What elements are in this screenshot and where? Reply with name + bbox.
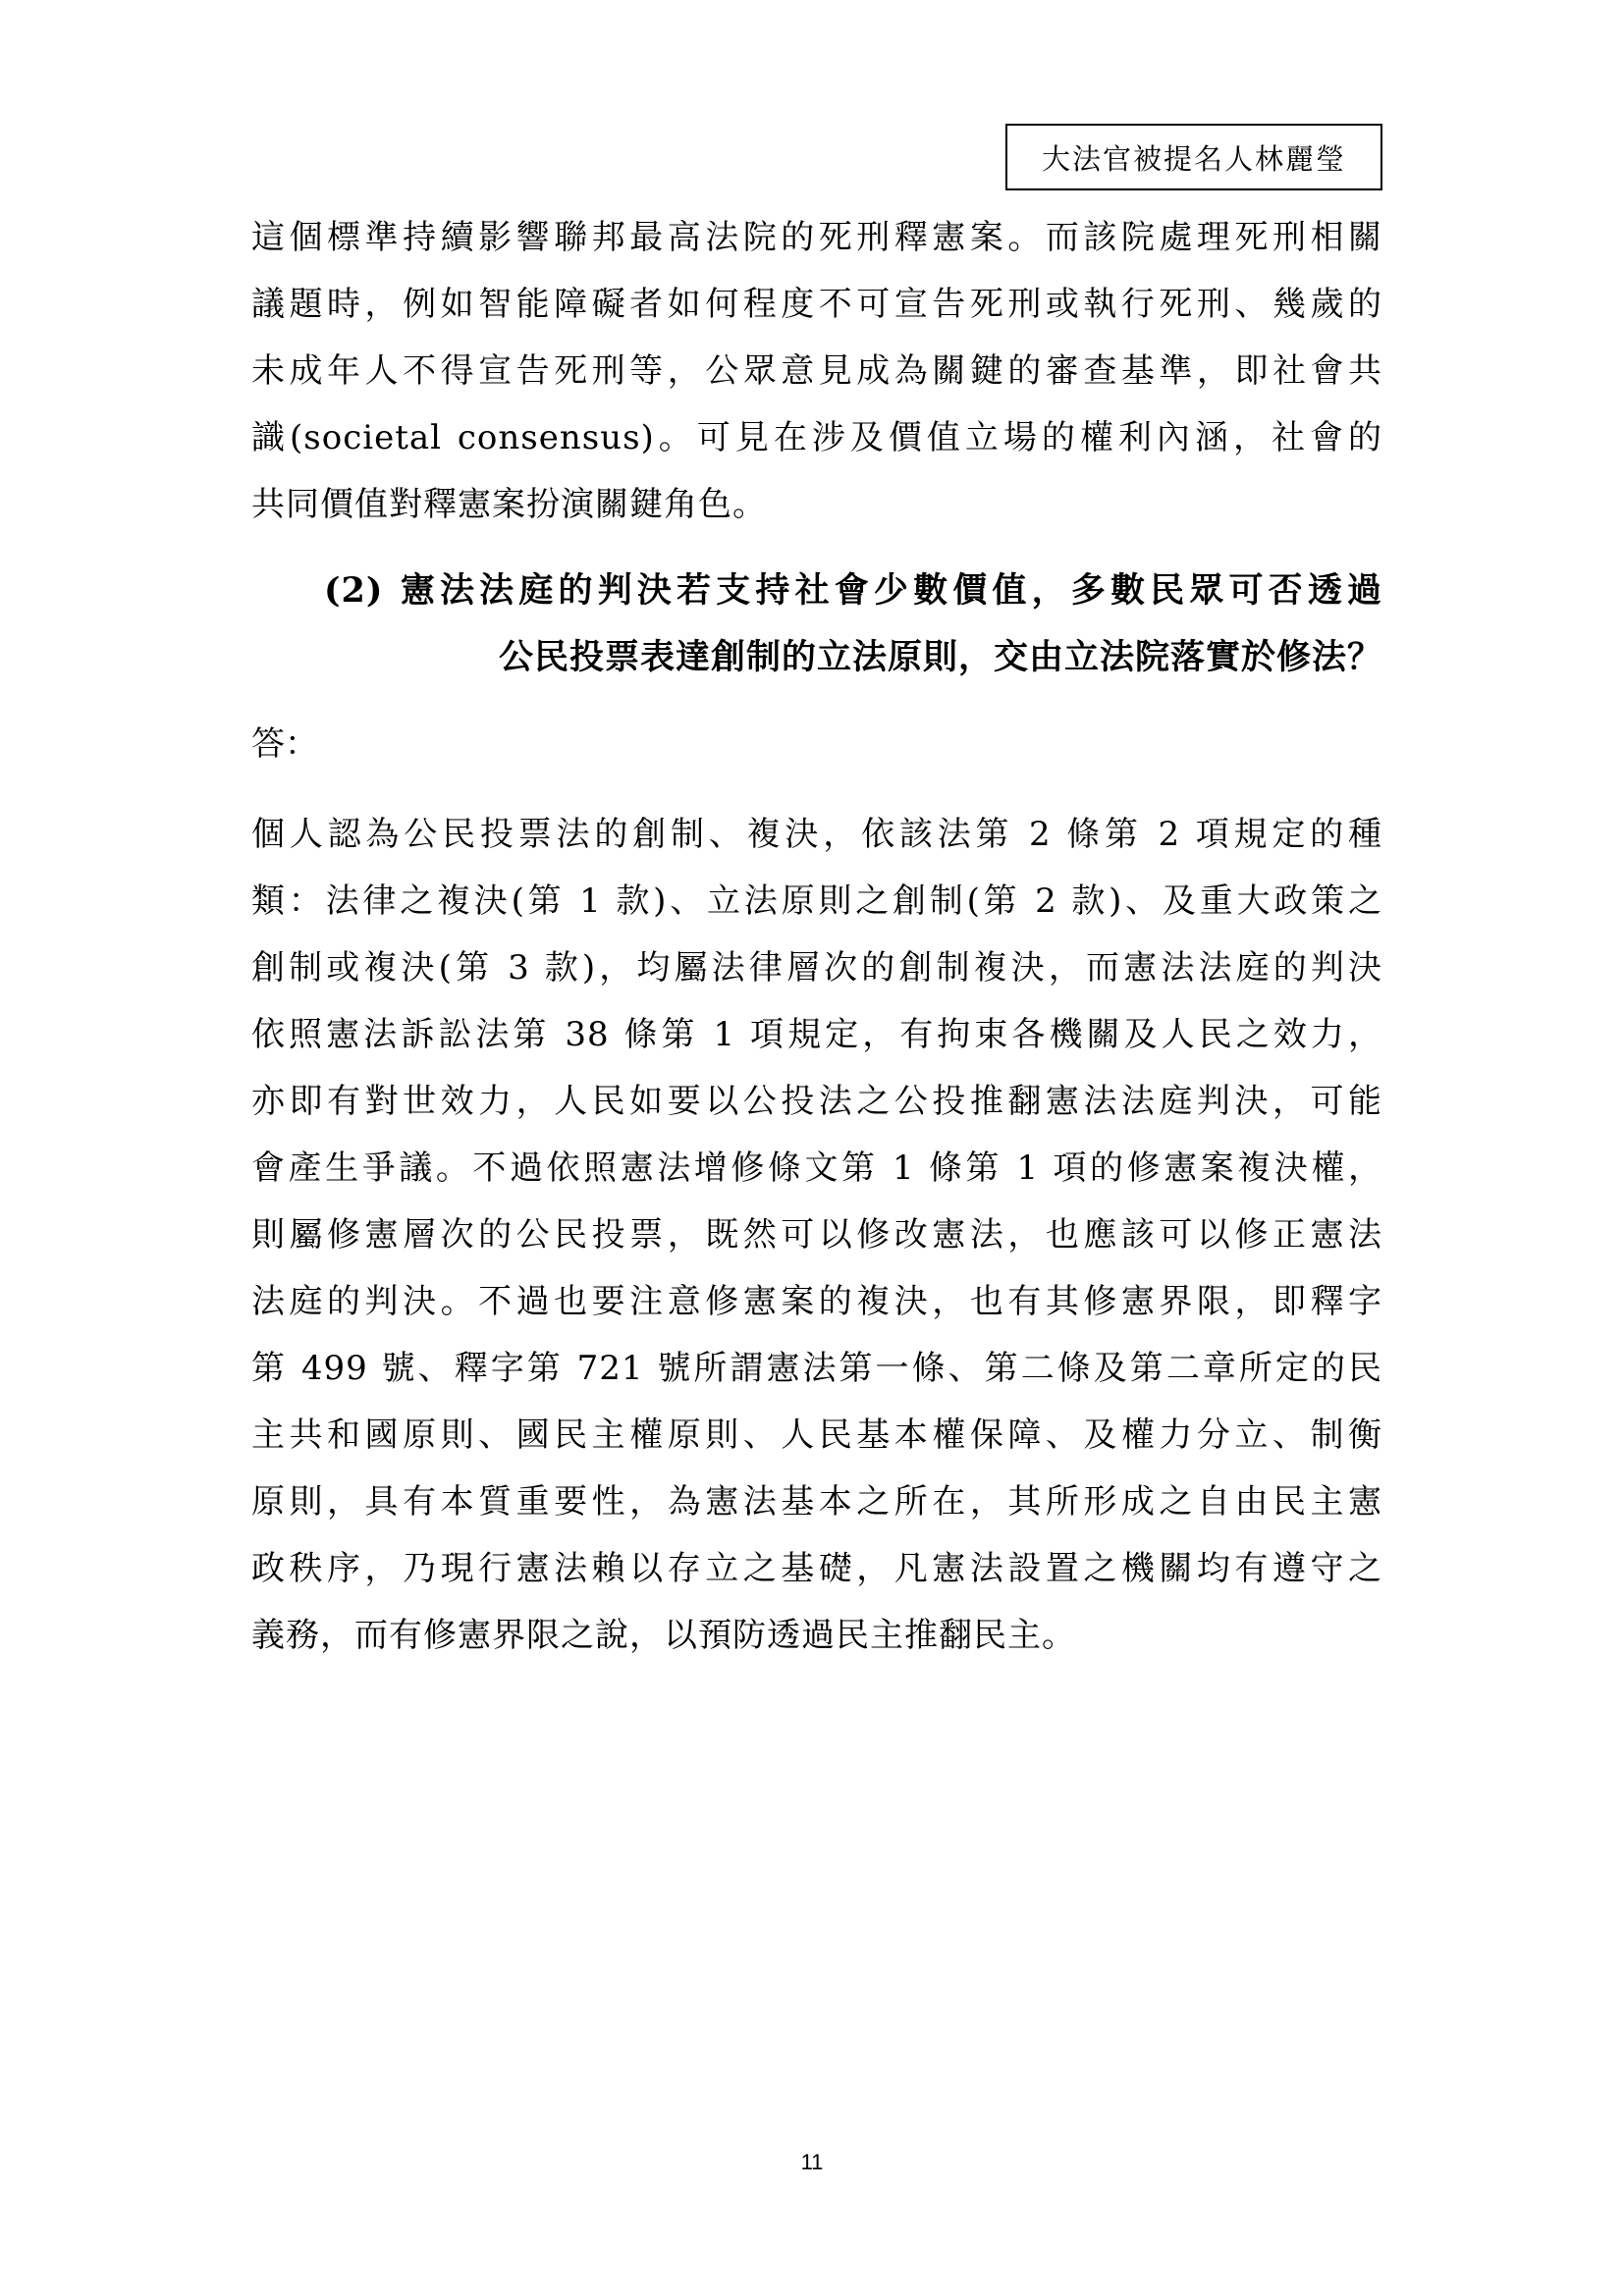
intro-line: 這個標準持續影響聯邦最高法院的死刑釋憲案。而該院處理死刑相關 [251, 218, 1382, 257]
question-line-1: (2) 憲法法庭的判決若支持社會少數價值，多數民眾可否透過 [324, 570, 1382, 611]
answer-line: 創制或複決(第 3 款)，均屬法律層次的創制複決，而憲法法庭的判決 [251, 948, 1382, 988]
answer-line: 第 499 號、釋字第 721 號所謂憲法第一條、第二條及第二章所定的民 [251, 1349, 1382, 1388]
answer-line: 主共和國原則、國民主權原則、人民基本權保障、及權力分立、制衡 [251, 1415, 1382, 1455]
answer-line: 則屬修憲層次的公民投票，既然可以修改憲法，也應該可以修正憲法 [251, 1215, 1382, 1255]
intro-line: 識(societal consensus)。可見在涉及價值立場的權利內涵，社會的 [251, 418, 1382, 457]
answer-line: 義務，而有修憲界限之說，以預防透過民主推翻民主。 [251, 1616, 1076, 1655]
intro-line: 共同價值對釋憲案扮演關鍵角色。 [251, 485, 767, 524]
answer-line: 原則，具有本質重要性，為憲法基本之所在，其所形成之自由民主憲 [251, 1482, 1382, 1522]
answer-line: 類：法律之複決(第 1 款)、立法原則之創制(第 2 款)、及重大政策之 [251, 881, 1382, 921]
nominee-header-label: 大法官被提名人林麗瑩 [1041, 141, 1346, 176]
answer-line: 亦即有對世效力，人民如要以公投法之公投推翻憲法法庭判決，可能 [251, 1082, 1382, 1121]
question-line-2: 公民投票表達創制的立法原則，交由立法院落實於修法？ [498, 637, 1382, 677]
answer-paragraph [251, 801, 1382, 1669]
answer-line: 依照憲法訴訟法第 38 條第 1 項規定，有拘束各機關及人民之效力， [251, 1015, 1382, 1054]
intro-line: 未成年人不得宣告死刑等，公眾意見成為關鍵的審查基準，即社會共 [251, 351, 1382, 391]
intro-paragraph [251, 204, 1382, 538]
answer-line: 政秩序，乃現行憲法賴以存立之基礎，凡憲法設置之機關均有遵守之 [251, 1549, 1382, 1588]
question-heading [324, 558, 1382, 691]
answer-line: 個人認為公民投票法的創制、複決，依該法第 2 條第 2 項規定的種 [251, 815, 1382, 854]
answer-label: 答： [251, 724, 318, 764]
page-number: 11 [800, 2150, 824, 2174]
nominee-header-box [1005, 124, 1382, 190]
intro-line: 議題時，例如智能障礙者如何程度不可宣告死刑或執行死刑、幾歲的 [251, 285, 1382, 324]
answer-line: 法庭的判決。不過也要注意修憲案的複決，也有其修憲界限，即釋字 [251, 1282, 1382, 1321]
answer-line: 會產生爭議。不過依照憲法增修條文第 1 條第 1 項的修憲案複決權， [251, 1148, 1382, 1188]
